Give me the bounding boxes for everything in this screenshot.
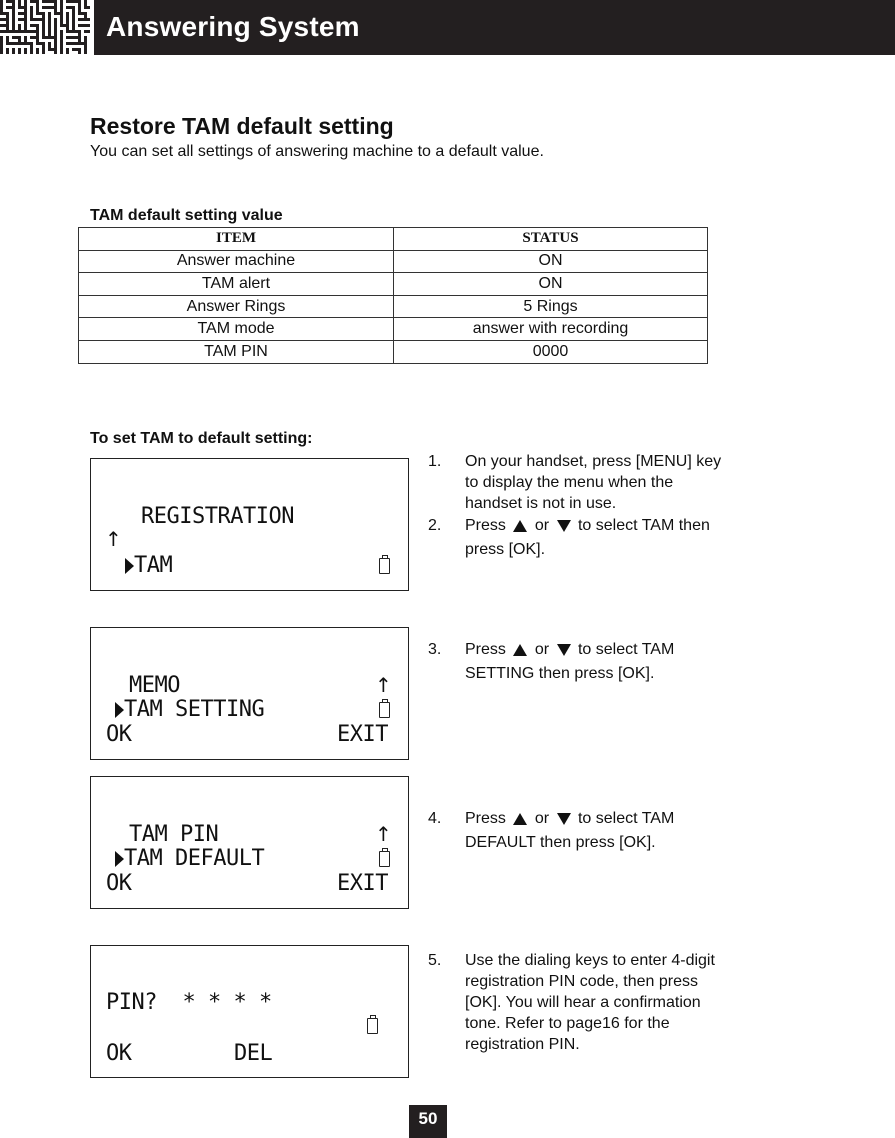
pattern-block <box>24 18 27 24</box>
pattern-block <box>60 48 63 54</box>
pattern-block <box>36 30 39 36</box>
pattern-block <box>0 18 6 21</box>
pattern-block <box>0 12 6 15</box>
pattern-block <box>0 6 3 12</box>
pattern-block <box>12 18 15 24</box>
selector-triangle-icon <box>115 851 124 867</box>
pattern-block <box>36 12 42 15</box>
lcd-line-tam-setting <box>115 698 264 722</box>
pattern-block <box>60 18 63 24</box>
lcd-selected-tam-default: TAM DEFAULT <box>124 846 265 871</box>
page-number: 50 <box>409 1105 447 1138</box>
step-number: 1. <box>428 453 442 470</box>
pattern-block <box>24 30 30 33</box>
pattern-block <box>0 0 3 6</box>
pattern-block <box>66 24 69 30</box>
pattern-block <box>6 18 9 24</box>
pattern-block <box>60 6 63 12</box>
pattern-block <box>72 48 78 51</box>
pattern-block <box>24 12 27 18</box>
pattern-block <box>36 24 39 30</box>
default-settings-table <box>78 227 708 364</box>
pattern-block <box>84 36 87 42</box>
pattern-block <box>72 24 75 30</box>
step-number: 5. <box>428 952 442 969</box>
table-row <box>79 318 708 341</box>
step-number: 4. <box>428 810 442 827</box>
pattern-block <box>18 24 21 30</box>
lcd-screen-registration <box>90 458 409 591</box>
pattern-block <box>0 36 3 42</box>
battery-icon <box>379 702 390 718</box>
pattern-block <box>6 6 12 9</box>
table-row <box>79 250 708 273</box>
table-caption: TAM default setting value <box>90 207 283 224</box>
pattern-block <box>42 18 45 24</box>
pattern-block <box>48 6 54 9</box>
step-text: to display the menu when the <box>465 474 674 491</box>
pattern-block <box>42 30 45 36</box>
pattern-block <box>84 30 90 33</box>
pattern-block <box>24 48 27 54</box>
lcd-softkey-ok: OK <box>106 722 132 747</box>
down-triangle-icon <box>557 520 571 532</box>
procedure-title: To set TAM to default setting: <box>90 430 313 447</box>
pattern-block <box>30 30 36 33</box>
pattern-block <box>6 48 9 54</box>
pattern-block <box>42 36 48 39</box>
pattern-block <box>72 42 78 45</box>
battery-icon <box>379 558 390 574</box>
pattern-block <box>84 6 90 9</box>
table-header-row <box>79 228 708 251</box>
section-description: You can set all settings of answering machine to a default value. <box>90 143 544 160</box>
pattern-block <box>42 0 48 3</box>
lcd-line-tam <box>125 554 172 578</box>
pattern-block <box>66 18 69 24</box>
pattern-block <box>6 36 9 42</box>
pattern-block <box>0 42 3 48</box>
pattern-block <box>84 42 87 48</box>
pattern-block <box>6 30 12 33</box>
pattern-block <box>36 42 42 45</box>
battery-icon <box>367 1018 378 1034</box>
pattern-block <box>60 12 63 18</box>
header-title: Answering System <box>106 11 360 42</box>
step-text: tone. Refer to page16 for the <box>465 1015 670 1032</box>
step-number: 2. <box>428 517 442 534</box>
pattern-block <box>12 0 15 6</box>
lcd-line-tam-pin: TAM PIN <box>129 822 219 847</box>
pattern-block <box>18 12 24 15</box>
step-text: SETTING then press [OK]. <box>465 665 655 682</box>
pattern-block <box>48 36 54 39</box>
down-triangle-icon <box>557 813 571 825</box>
table-cell-item: TAM alert <box>79 273 394 296</box>
step-text: DEFAULT then press [OK]. <box>465 834 656 851</box>
lcd-softkey-exit: EXIT <box>337 722 388 747</box>
table-cell-item: TAM PIN <box>79 340 394 363</box>
pattern-block <box>78 48 81 54</box>
pattern-block <box>84 24 90 27</box>
pattern-block <box>54 48 57 54</box>
pattern-block <box>12 36 18 39</box>
pattern-block <box>42 6 48 9</box>
up-arrow-icon: ↑ <box>375 822 392 846</box>
pattern-block <box>24 36 27 42</box>
pattern-block <box>48 42 51 48</box>
pattern-block <box>48 30 51 36</box>
table-cell-status: answer with recording <box>394 318 708 341</box>
pattern-block <box>84 12 87 18</box>
pattern-block <box>24 42 30 45</box>
pattern-block <box>60 0 63 6</box>
pattern-block <box>12 12 15 18</box>
pattern-block <box>24 6 27 12</box>
pattern-block <box>72 30 78 33</box>
header-pattern-logo <box>0 0 90 54</box>
pattern-block <box>66 12 69 18</box>
pattern-block <box>48 0 54 3</box>
column-header-status: STATUS <box>394 228 708 251</box>
pattern-block <box>30 18 36 21</box>
selector-triangle-icon <box>115 702 124 718</box>
pattern-block <box>6 0 12 3</box>
pattern-block <box>24 0 27 6</box>
pattern-block <box>84 48 87 54</box>
pattern-block <box>30 6 33 12</box>
pattern-block <box>54 30 57 36</box>
step-number: 3. <box>428 641 442 658</box>
table-cell-status: ON <box>394 250 708 273</box>
up-arrow-icon: ↑ <box>105 527 122 551</box>
selector-triangle-icon <box>125 558 134 574</box>
step-text: Press or to select TAM then <box>465 517 710 534</box>
table-cell-status: ON <box>394 273 708 296</box>
pattern-block <box>78 0 81 6</box>
lcd-line-memo: MEMO <box>129 673 180 698</box>
table-row <box>79 340 708 363</box>
pattern-block <box>30 48 33 54</box>
pattern-block <box>78 24 84 27</box>
pattern-block <box>78 12 84 15</box>
lcd-screen-pin-entry <box>90 945 409 1078</box>
pattern-block <box>6 42 12 45</box>
up-triangle-icon <box>513 644 527 656</box>
pattern-block <box>36 18 42 21</box>
lcd-selected-tam-setting: TAM SETTING <box>124 697 265 722</box>
lcd-selected-tam: TAM <box>134 553 173 578</box>
pattern-block <box>12 42 18 45</box>
pattern-block <box>42 12 45 18</box>
header-bar <box>94 0 895 55</box>
lcd-softkey-ok: OK <box>106 1041 132 1066</box>
up-triangle-icon <box>513 520 527 532</box>
pattern-block <box>72 18 75 24</box>
pattern-block <box>0 24 6 27</box>
battery-icon <box>379 851 390 867</box>
step-text: handset is not in use. <box>465 495 617 512</box>
pattern-block <box>78 42 84 45</box>
pattern-block <box>66 0 72 3</box>
pattern-block <box>66 48 69 54</box>
pattern-block <box>72 36 78 39</box>
pattern-block <box>6 12 9 18</box>
lcd-line-pin-prompt: PIN? * * * * <box>106 990 272 1015</box>
down-triangle-icon <box>557 644 571 656</box>
pattern-block <box>6 24 9 30</box>
pattern-block <box>54 0 57 6</box>
pattern-block <box>18 18 24 21</box>
pattern-block <box>30 36 36 39</box>
table-row <box>79 273 708 296</box>
lcd-line-tam-default <box>115 847 264 871</box>
pattern-block <box>36 36 39 42</box>
step-text: Use the dialing keys to enter 4-digit <box>465 952 715 969</box>
pattern-block <box>54 12 60 15</box>
pattern-block <box>66 42 72 45</box>
table-cell-status: 0000 <box>394 340 708 363</box>
pattern-block <box>78 30 81 36</box>
pattern-block <box>30 24 36 27</box>
pattern-block <box>18 6 24 9</box>
pattern-block <box>12 6 15 12</box>
lcd-screen-tam-default <box>90 776 409 909</box>
step-text: press [OK]. <box>465 541 546 558</box>
pattern-block <box>12 30 18 33</box>
pattern-block <box>36 0 39 6</box>
pattern-block <box>66 6 72 9</box>
pattern-block <box>54 6 57 12</box>
pattern-block <box>12 48 15 54</box>
pattern-block <box>78 18 84 21</box>
lcd-softkey-del: DEL <box>234 1041 273 1066</box>
table-cell-item: Answer machine <box>79 250 394 273</box>
pattern-block <box>54 18 57 24</box>
step-text: [OK]. You will hear a confirmation <box>465 994 701 1011</box>
pattern-block <box>0 48 3 54</box>
pattern-block <box>0 30 6 33</box>
pattern-block <box>36 6 39 12</box>
lcd-softkey-ok: OK <box>106 871 132 896</box>
pattern-block <box>72 6 75 12</box>
pattern-block <box>42 48 45 54</box>
pattern-block <box>18 48 21 54</box>
table-cell-item: TAM mode <box>79 318 394 341</box>
pattern-block <box>60 30 63 36</box>
table-row <box>79 295 708 318</box>
pattern-block <box>78 36 81 42</box>
pattern-block <box>48 18 51 24</box>
pattern-block <box>18 42 24 45</box>
pattern-block <box>36 48 39 54</box>
pattern-block <box>30 0 36 3</box>
lcd-softkey-exit: EXIT <box>337 871 388 896</box>
pattern-block <box>66 36 72 39</box>
pattern-block <box>24 24 27 30</box>
table-cell-status: 5 Rings <box>394 295 708 318</box>
up-arrow-icon: ↑ <box>375 673 392 697</box>
pattern-block <box>72 12 75 18</box>
lcd-line-registration: REGISTRATION <box>141 504 294 529</box>
pattern-block <box>42 24 45 30</box>
step-text: registration PIN. <box>465 1036 580 1053</box>
column-header-item: ITEM <box>79 228 394 251</box>
up-triangle-icon <box>513 813 527 825</box>
pattern-block <box>60 24 66 27</box>
pattern-block <box>30 12 33 18</box>
step-text: registration PIN code, then press <box>465 973 699 990</box>
pattern-block <box>78 6 81 12</box>
pattern-block <box>48 12 51 18</box>
pattern-block <box>54 36 57 42</box>
pattern-block <box>18 36 21 42</box>
step-text: On your handset, press [MENU] key <box>465 453 722 470</box>
pattern-block <box>18 30 24 33</box>
pattern-block <box>30 42 33 48</box>
lcd-screen-tam-setting <box>90 627 409 760</box>
pattern-block <box>48 48 54 51</box>
pattern-block <box>48 24 51 30</box>
step-text: Press or to select TAM <box>465 810 675 827</box>
pattern-block <box>72 0 78 3</box>
pattern-block <box>60 36 63 42</box>
step-text: Press or to select TAM <box>465 641 675 658</box>
pattern-block <box>12 24 15 30</box>
pattern-block <box>60 42 63 48</box>
table-cell-item: Answer Rings <box>79 295 394 318</box>
pattern-block <box>18 0 21 6</box>
pattern-block <box>42 42 45 48</box>
pattern-block <box>66 30 72 33</box>
pattern-block <box>84 0 87 6</box>
pattern-block <box>54 42 57 48</box>
section-title: Restore TAM default setting <box>90 113 394 139</box>
pattern-block <box>54 24 57 30</box>
pattern-block <box>84 18 90 21</box>
